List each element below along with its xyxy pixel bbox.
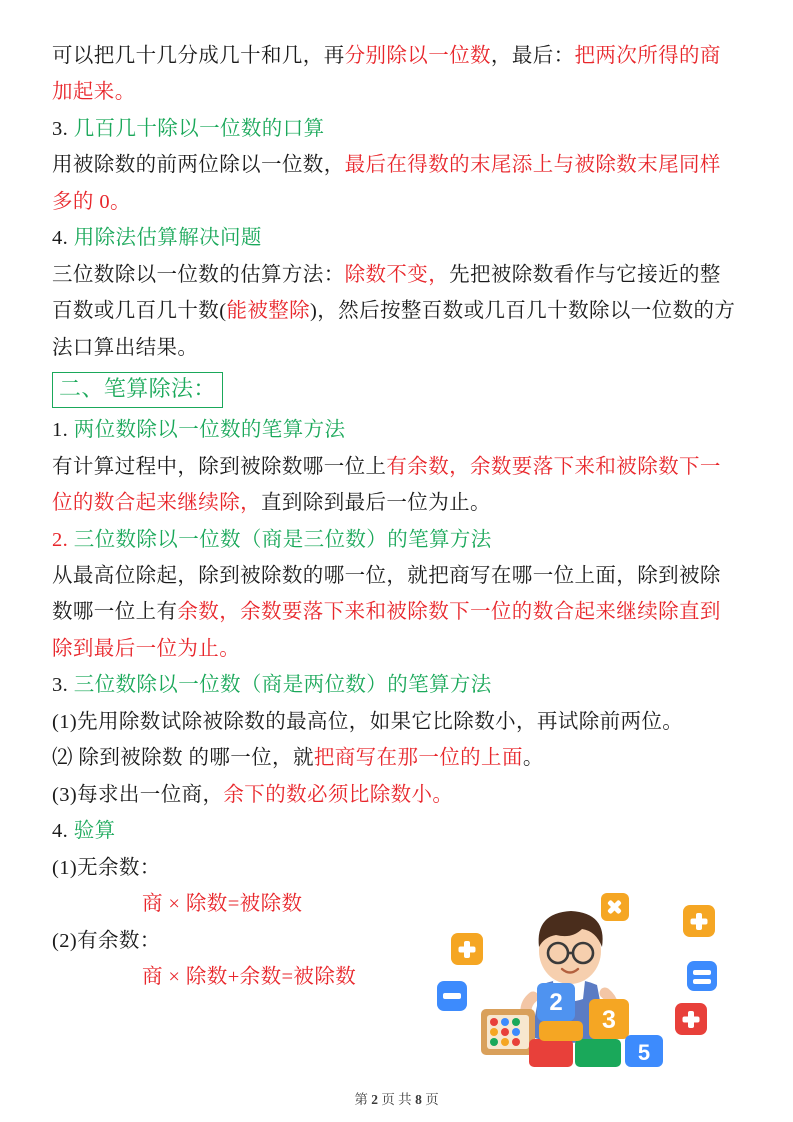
paragraph-10 xyxy=(52,558,741,667)
text-run: 把商写在那一位的上面 xyxy=(313,747,523,770)
svg-text:3: 3 xyxy=(602,1006,616,1034)
text-run: 直到除到最后一位为止。 xyxy=(261,492,491,515)
paragraph-8 xyxy=(52,449,741,522)
heading-3-three-digit-quotient-two xyxy=(52,667,741,703)
symbol-tile-plus-top xyxy=(683,905,715,937)
text-run: 有余数，余数要落下来和被除数下一位的数合起来继续除， xyxy=(52,455,721,515)
number-block-2 xyxy=(537,983,575,1021)
formula-with-remainder: 商 × 除数+余数=被除数 xyxy=(142,966,357,989)
number-block-3 xyxy=(589,999,629,1039)
item-title: 三位数除以一位数（商是三位数）的笔算方法 xyxy=(68,528,492,551)
text-run: 用被除数的前两位除以一位数， xyxy=(52,154,345,177)
item-title: 几百几十除以一位数的口算 xyxy=(68,117,325,140)
text-run: ⑵ 除到被除数 的哪一位，就 xyxy=(52,747,314,770)
symbol-tile-plus-left xyxy=(451,933,483,965)
paragraph-3 xyxy=(52,147,741,220)
paragraph-12 xyxy=(52,704,741,740)
text-run: 可以把几十几分成几十和几，再 xyxy=(52,45,345,67)
text-run: 能被整除 xyxy=(226,300,311,323)
item-title: 两位数除以一位数的笔算方法 xyxy=(68,419,346,442)
footer-page-number: 2 xyxy=(371,1092,378,1107)
text-run: 。 xyxy=(522,747,544,770)
document-body xyxy=(52,38,741,996)
text-run: 从最高位除起，除到被除数的哪一位，就把商写在哪一位上面，除到被除数哪一位上有 xyxy=(52,564,721,624)
symbol-tile-multiply xyxy=(601,893,629,921)
heading-4-check xyxy=(52,813,741,849)
item-number: 1. xyxy=(52,419,69,442)
text-run: (1)先用除数试除被除数的最高位，如果它比除数小，再试除前两位。 xyxy=(52,710,684,733)
paragraph-13 xyxy=(52,740,741,776)
item-number: 4. xyxy=(52,227,69,250)
symbol-tile-minus xyxy=(437,981,467,1011)
heading-4-estimation xyxy=(52,220,741,256)
symbol-tile-plus-red xyxy=(675,1003,707,1035)
footer-prefix: 第 xyxy=(354,1092,368,1107)
text-run: (2)有余数： xyxy=(52,929,161,952)
text-run: (1)无余数： xyxy=(52,856,161,879)
text-run: 余下的数必须比除数小。 xyxy=(223,783,454,806)
text-run: 分别除以一位数 xyxy=(344,45,491,67)
paragraph-1 xyxy=(52,38,741,111)
text-run: (3)每求出一位商， xyxy=(52,783,224,806)
section-heading-wrapper xyxy=(52,366,741,410)
section-heading: 二、笔算除法： xyxy=(52,372,223,408)
text-run: )，然后按整百数或几百几十数除以一位数的方法口算出结果。 xyxy=(52,300,736,359)
footer-suffix: 页 xyxy=(425,1092,439,1107)
text-run: ，最后： xyxy=(490,45,575,67)
number-block-5 xyxy=(625,1035,663,1067)
formula-no-remainder: 商 × 除数=被除数 xyxy=(142,893,303,916)
item-title: 验算 xyxy=(68,820,116,843)
heading-2-three-digit-quotient-three xyxy=(52,522,741,558)
text-run: 余数，余数要落下来和被除数下一位的数合起来继续除直到除到最后一位为止。 xyxy=(52,601,721,660)
item-number: 2. xyxy=(52,528,69,551)
paragraph-5 xyxy=(52,257,741,366)
heading-3-oral-division xyxy=(52,111,741,147)
item-title: 用除法估算解决问题 xyxy=(68,227,262,250)
text-run: 最后在得数的末尾添上与被除数末尾同样多的 0。 xyxy=(52,154,721,213)
paragraph-14 xyxy=(52,777,741,813)
footer-middle: 页 共 xyxy=(381,1092,412,1107)
item-number: 3. xyxy=(52,674,69,697)
heading-1-two-digit-written xyxy=(52,412,741,448)
boy-with-number-blocks-illustration xyxy=(429,889,739,1074)
text-run: 把两次所得的商加起来。 xyxy=(52,45,721,104)
paragraph-16 xyxy=(52,850,741,886)
page-footer xyxy=(0,1088,793,1108)
text-run: 先把被除数看作与它接近的整百数或几百几十数( xyxy=(52,263,721,323)
svg-text:5: 5 xyxy=(637,1040,651,1065)
footer-total-pages: 8 xyxy=(415,1092,422,1107)
symbol-tile-equals xyxy=(687,961,717,991)
svg-text:2: 2 xyxy=(549,989,563,1016)
text-run: 有计算过程中，除到被除数哪一位上 xyxy=(52,455,387,478)
item-number: 3. xyxy=(52,117,69,140)
abacus xyxy=(481,1009,535,1055)
text-run: 除数不变， xyxy=(344,263,450,286)
text-run: 三位数除以一位数的估算方法： xyxy=(52,263,345,286)
item-number: 4. xyxy=(52,820,69,843)
item-title: 三位数除以一位数（商是两位数）的笔算方法 xyxy=(68,674,492,697)
